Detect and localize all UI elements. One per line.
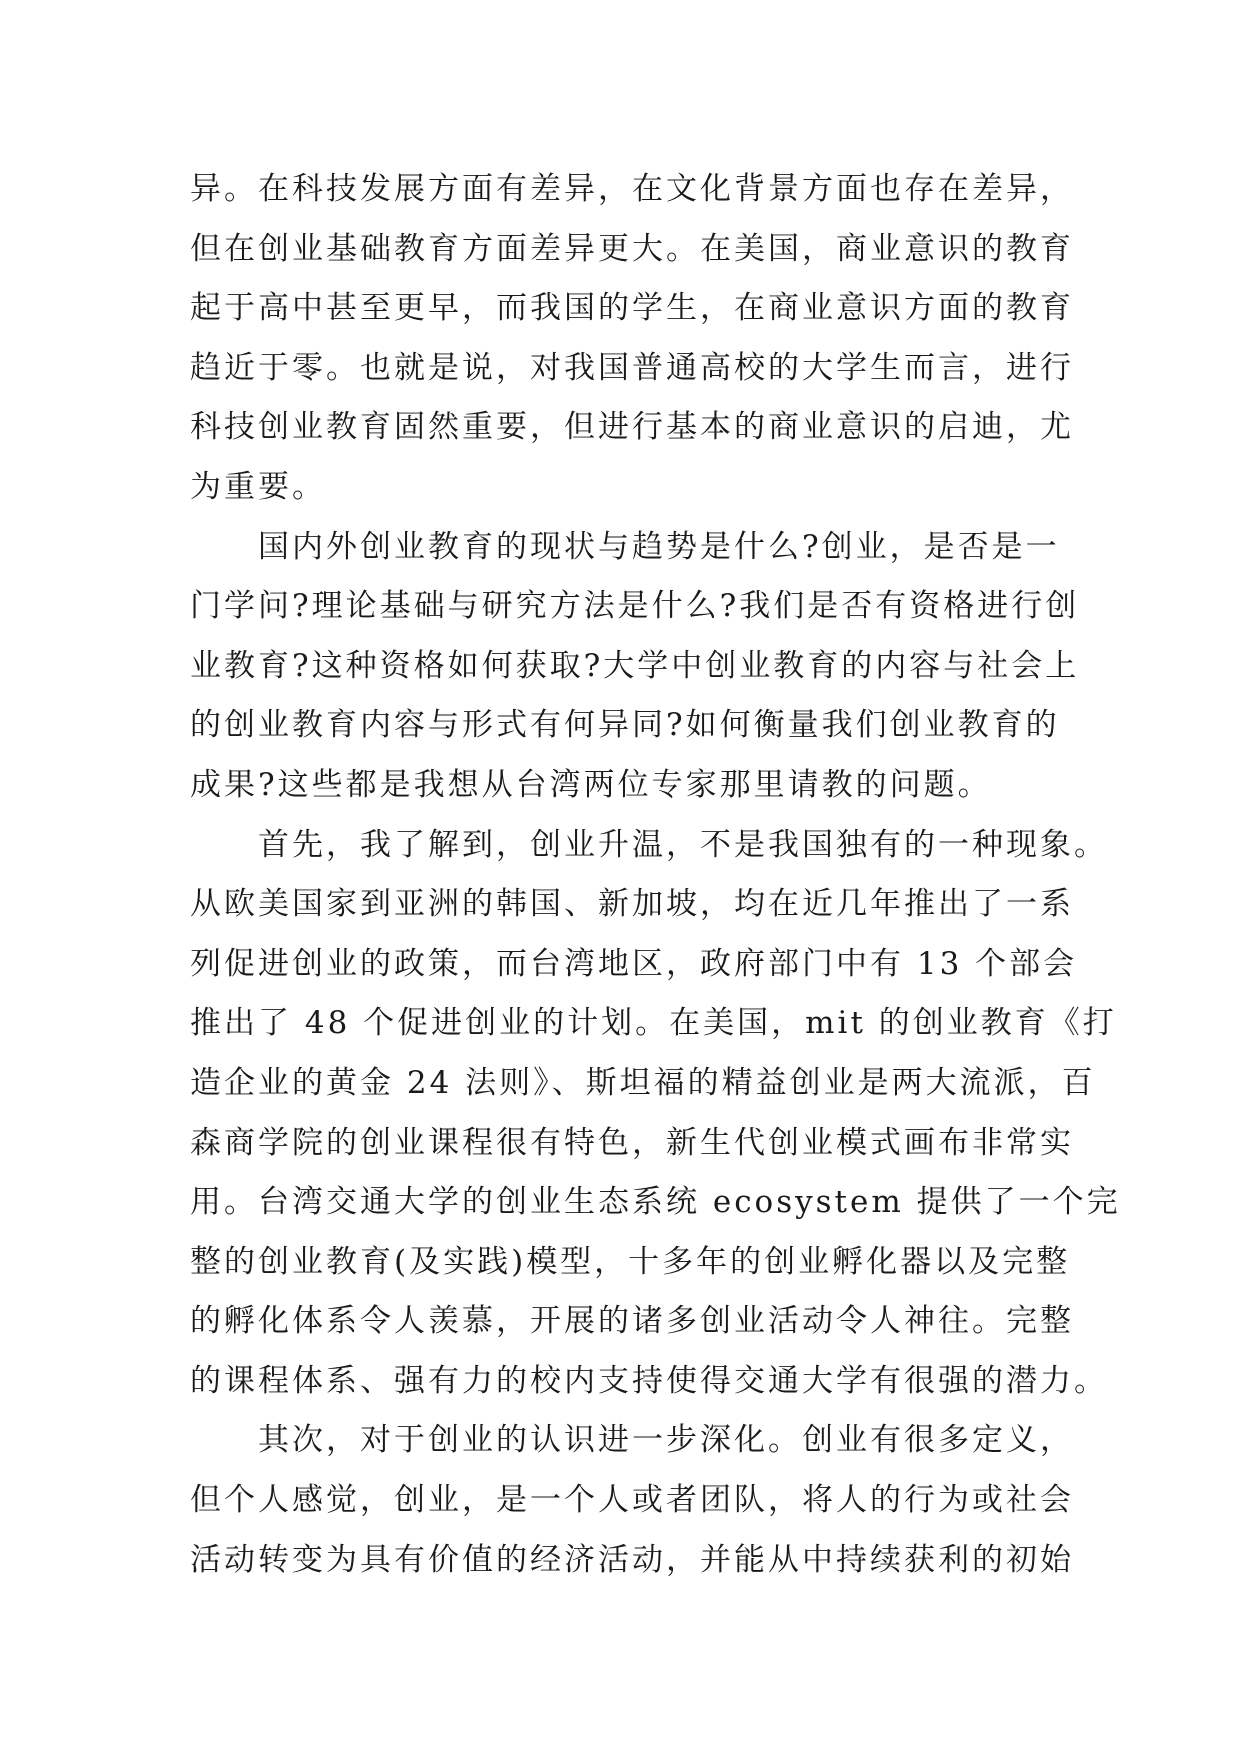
text-line: 业教育?这种资格如何获取?大学中创业教育的内容与社会上 (190, 647, 1080, 684)
text-line: 的创业教育内容与形式有何异同?如何衡量我们创业教育的 (190, 707, 1060, 744)
body-text (190, 160, 1121, 1590)
text-line: 趋近于零。也就是说，对我国普通高校的大学生而言，进行 (190, 349, 1074, 386)
text-line: 但在创业基础教育方面差异更大。在美国，商业意识的教育 (190, 230, 1074, 267)
text-line: 但个人感觉，创业，是一个人或者团队，将人的行为或社会 (190, 1482, 1074, 1519)
text-line: 起于高中甚至更早，而我国的学生，在商业意识方面的教育 (190, 290, 1074, 327)
paragraph-1 (190, 160, 1074, 518)
text-line: 从欧美国家到亚洲的韩国、新加坡，均在近几年推出了一系 (190, 886, 1074, 923)
paragraph-4 (190, 1411, 1074, 1590)
text-line: 森商学院的创业课程很有特色，新生代创业模式画布非常实 (190, 1124, 1074, 1161)
text-line: 的孵化体系令人羡慕，开展的诸多创业活动令人神往。完整 (190, 1303, 1074, 1340)
text-line: 成果?这些都是我想从台湾两位专家那里请教的问题。 (190, 766, 992, 803)
text-line: 首先，我了解到，创业升温，不是我国独有的一种现象。 (258, 826, 1108, 863)
paragraph-3 (190, 816, 1121, 1412)
text-line: 列促进创业的政策，而台湾地区，政府部门中有 13 个部会 (190, 945, 1078, 982)
text-line: 用。台湾交通大学的创业生态系统 ecosystem 提供了一个完 (190, 1184, 1121, 1221)
text-line: 推出了 48 个促进创业的计划。在美国，mit 的创业教育《打 (190, 1005, 1117, 1042)
text-line: 为重要。 (190, 468, 326, 505)
text-line: 科技创业教育固然重要，但进行基本的商业意识的启迪，尤 (190, 409, 1074, 446)
text-line: 异。在科技发展方面有差异，在文化背景方面也存在差异， (190, 171, 1074, 207)
text-line: 整的创业教育(及实践)模型，十多年的创业孵化器以及完整 (190, 1243, 1071, 1280)
text-line: 造企业的黄金 24 法则》、斯坦福的精益创业是两大流派，百 (190, 1064, 1096, 1101)
text-line: 的课程体系、强有力的校内支持使得交通大学有很强的潜力。 (190, 1362, 1108, 1399)
text-line: 其次，对于创业的认识进一步深化。创业有很多定义， (258, 1422, 1074, 1459)
text-line: 活动转变为具有价值的经济活动，并能从中持续获利的初始 (190, 1541, 1074, 1578)
paragraph-2 (190, 518, 1080, 816)
text-line: 国内外创业教育的现状与趋势是什么?创业，是否是一 (258, 528, 1060, 565)
text-line: 门学问?理论基础与研究方法是什么?我们是否有资格进行创 (190, 588, 1080, 625)
